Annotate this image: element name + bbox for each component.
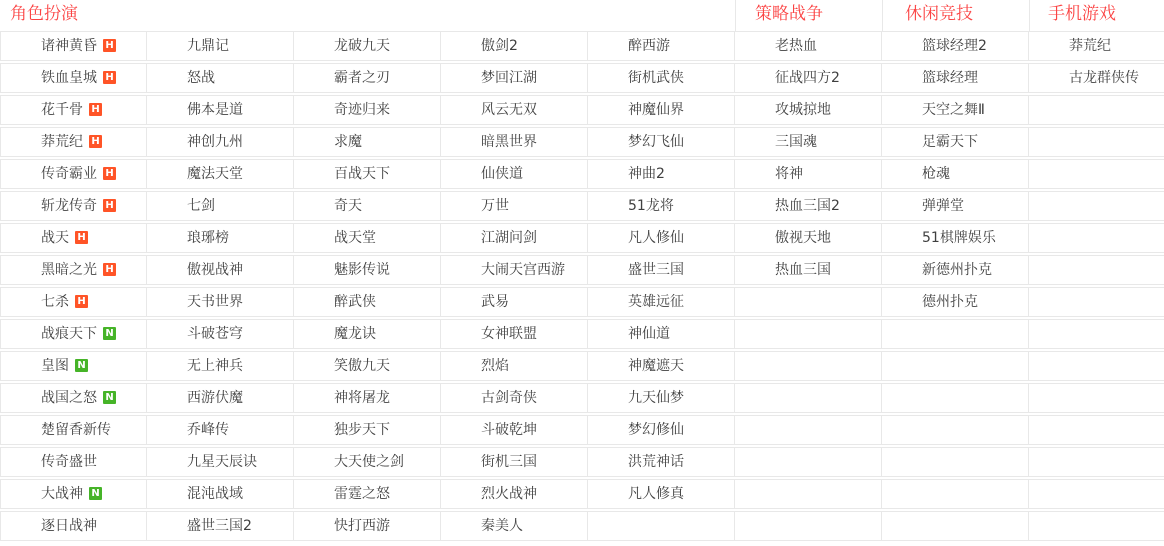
game-link[interactable]: 街机三国 — [481, 454, 537, 470]
game-link[interactable]: 天空之舞Ⅱ — [922, 102, 985, 118]
game-link[interactable]: 大天使之剑 — [334, 454, 404, 470]
game-cell — [0, 31, 147, 61]
game-link[interactable]: 笑傲九天 — [334, 358, 390, 374]
game-cell — [882, 95, 1029, 125]
game-link[interactable]: 秦美人 — [481, 518, 523, 534]
empty-cell — [1029, 351, 1164, 381]
game-cell — [735, 31, 882, 61]
new-badge: N — [89, 487, 102, 500]
game-cell — [441, 287, 588, 317]
game-cell — [441, 63, 588, 93]
game-cell — [441, 479, 588, 509]
game-link[interactable]: 快打西游 — [334, 518, 390, 534]
game-cell — [588, 95, 735, 125]
game-cell — [147, 127, 294, 157]
game-link[interactable]: 九星天辰诀 — [187, 454, 257, 470]
game-link[interactable]: 奇迹归来 — [334, 102, 390, 118]
game-link[interactable]: 皇图 — [41, 358, 69, 374]
game-cell — [294, 223, 441, 253]
game-link[interactable]: 英雄远征 — [628, 294, 684, 310]
game-link[interactable]: 武易 — [481, 294, 509, 310]
game-link[interactable]: 烈焰 — [481, 358, 509, 374]
game-link[interactable]: 战天 — [41, 230, 69, 246]
empty-cell — [1029, 415, 1164, 445]
game-link[interactable]: 街机武侠 — [628, 70, 684, 86]
game-cell — [882, 223, 1029, 253]
game-cell — [735, 191, 882, 221]
empty-cell — [735, 351, 882, 381]
game-link[interactable]: 征战四方2 — [775, 70, 840, 86]
game-cell — [588, 191, 735, 221]
game-link[interactable]: 德州扑克 — [922, 294, 978, 310]
game-cell — [294, 191, 441, 221]
game-link[interactable]: 篮球经理2 — [922, 38, 987, 54]
game-cell — [147, 223, 294, 253]
empty-cell — [735, 511, 882, 541]
game-cell — [0, 159, 147, 189]
game-link[interactable]: 怒战 — [187, 70, 215, 86]
game-cell — [441, 319, 588, 349]
game-cell — [735, 255, 882, 285]
game-link[interactable]: 莽荒纪 — [1069, 38, 1111, 54]
game-cell — [147, 255, 294, 285]
game-link[interactable]: 铁血皇城 — [41, 70, 97, 86]
game-cell — [441, 127, 588, 157]
game-link[interactable]: 奇天 — [334, 198, 362, 214]
game-link[interactable]: 傲剑2 — [481, 38, 518, 54]
game-cell — [588, 479, 735, 509]
game-cell — [1029, 31, 1164, 61]
game-cell — [147, 95, 294, 125]
game-link[interactable]: 神将屠龙 — [334, 390, 390, 406]
empty-cell — [735, 287, 882, 317]
game-cell — [588, 383, 735, 413]
game-cell — [588, 127, 735, 157]
game-cell — [294, 383, 441, 413]
game-link[interactable]: 凡人修真 — [628, 486, 684, 502]
game-cell — [294, 415, 441, 445]
game-cell — [588, 415, 735, 445]
game-link[interactable]: 魅影传说 — [334, 262, 390, 278]
game-cell — [882, 63, 1029, 93]
game-cell — [294, 63, 441, 93]
game-link[interactable]: 梦回江湖 — [481, 70, 537, 86]
game-link[interactable]: 楚留香新传 — [41, 422, 111, 438]
game-cell — [0, 415, 147, 445]
game-link[interactable]: 乔峰传 — [187, 422, 229, 438]
game-cell — [441, 351, 588, 381]
game-link[interactable]: 将神 — [775, 166, 803, 182]
game-cell — [294, 447, 441, 477]
game-cell — [1029, 63, 1164, 93]
game-link[interactable]: 热血三国 — [775, 262, 831, 278]
game-link[interactable]: 女神联盟 — [481, 326, 537, 342]
game-cell — [441, 31, 588, 61]
game-link[interactable]: 神仙道 — [628, 326, 670, 342]
empty-cell — [1029, 511, 1164, 541]
game-link[interactable]: 神魔仙界 — [628, 102, 684, 118]
game-link[interactable]: 七杀 — [41, 294, 69, 310]
game-link[interactable]: 九天仙梦 — [628, 390, 684, 406]
new-badge: N — [75, 359, 88, 372]
game-cell — [588, 31, 735, 61]
game-link[interactable]: 琅琊榜 — [187, 230, 229, 246]
game-link[interactable]: 51棋牌娱乐 — [922, 230, 996, 246]
empty-cell — [1029, 383, 1164, 413]
game-link[interactable]: 天书世界 — [187, 294, 243, 310]
game-link[interactable]: 江湖问剑 — [481, 230, 537, 246]
empty-cell — [735, 479, 882, 509]
game-link[interactable]: 求魔 — [334, 134, 362, 150]
game-cell — [294, 511, 441, 541]
game-link[interactable]: 战国之怒 — [41, 390, 97, 406]
game-cell — [294, 255, 441, 285]
game-link[interactable]: 雷霆之怒 — [334, 486, 390, 502]
game-link[interactable]: 西游伏魔 — [187, 390, 243, 406]
game-link[interactable]: 传奇盛世 — [41, 454, 97, 470]
game-cell — [882, 159, 1029, 189]
game-cell — [147, 191, 294, 221]
game-cell — [0, 479, 147, 509]
game-link[interactable]: 凡人修仙 — [628, 230, 684, 246]
game-cell — [0, 95, 147, 125]
game-link[interactable]: 仙侠道 — [481, 166, 523, 182]
game-cell — [0, 127, 147, 157]
game-link[interactable]: 诸神黄昏 — [41, 38, 97, 54]
category-title-rpg[interactable]: 角色扮演 — [10, 4, 78, 24]
empty-cell — [735, 415, 882, 445]
game-link[interactable]: 傲视战神 — [187, 262, 243, 278]
hot-badge: H — [103, 167, 116, 180]
game-cell — [588, 223, 735, 253]
empty-cell — [1029, 95, 1164, 125]
game-cell — [294, 95, 441, 125]
game-link[interactable]: 暗黑世界 — [481, 134, 537, 150]
empty-cell — [1029, 319, 1164, 349]
game-link[interactable]: 51龙将 — [628, 198, 674, 214]
category-title-casual[interactable]: 休闲竞技 — [905, 4, 973, 24]
game-link[interactable]: 魔龙诀 — [334, 326, 376, 342]
game-link[interactable]: 万世 — [481, 198, 509, 214]
game-cell — [0, 447, 147, 477]
game-cell — [0, 383, 147, 413]
category-divider — [735, 0, 736, 31]
game-link[interactable]: 大闹天宫西游 — [481, 262, 565, 278]
game-cell — [147, 383, 294, 413]
game-cell — [0, 511, 147, 541]
game-link[interactable]: 混沌战域 — [187, 486, 243, 502]
game-link[interactable]: 佛本是道 — [187, 102, 243, 118]
game-cell — [0, 63, 147, 93]
game-link[interactable]: 古剑奇侠 — [481, 390, 537, 406]
hot-badge: H — [89, 135, 102, 148]
game-cell — [588, 287, 735, 317]
game-cell — [294, 351, 441, 381]
game-link[interactable]: 攻城掠地 — [775, 102, 831, 118]
empty-cell — [735, 383, 882, 413]
new-badge: N — [103, 391, 116, 404]
game-cell — [882, 191, 1029, 221]
game-cell — [294, 31, 441, 61]
game-cell — [588, 319, 735, 349]
empty-cell — [882, 447, 1029, 477]
game-link[interactable]: 逐日战神 — [41, 518, 97, 534]
game-link[interactable]: 莽荒纪 — [41, 134, 83, 150]
game-cell — [0, 255, 147, 285]
game-cell — [147, 287, 294, 317]
game-cell — [0, 319, 147, 349]
game-cell — [294, 127, 441, 157]
game-cell — [735, 63, 882, 93]
game-cell — [147, 479, 294, 509]
empty-cell — [1029, 255, 1164, 285]
game-cell — [294, 479, 441, 509]
game-cell — [441, 159, 588, 189]
game-link[interactable]: 篮球经理 — [922, 70, 978, 86]
game-link[interactable]: 梦幻飞仙 — [628, 134, 684, 150]
game-cell — [147, 351, 294, 381]
game-link[interactable]: 花千骨 — [41, 102, 83, 118]
game-link[interactable]: 古龙群侠传 — [1069, 70, 1139, 86]
game-cell — [294, 319, 441, 349]
game-cell — [147, 415, 294, 445]
game-link[interactable]: 龙破九天 — [334, 38, 390, 54]
game-cell — [441, 95, 588, 125]
empty-cell — [588, 511, 735, 541]
game-link[interactable]: 热血三国2 — [775, 198, 840, 214]
game-cell — [147, 319, 294, 349]
game-cell — [882, 127, 1029, 157]
game-link[interactable]: 梦幻修仙 — [628, 422, 684, 438]
empty-cell — [1029, 223, 1164, 253]
hot-badge: H — [103, 199, 116, 212]
game-cell — [735, 95, 882, 125]
game-link[interactable]: 足霸天下 — [922, 134, 978, 150]
game-link[interactable]: 大战神 — [41, 486, 83, 502]
game-link[interactable]: 霸者之刃 — [334, 70, 390, 86]
game-cell — [441, 223, 588, 253]
game-link[interactable]: 醉西游 — [628, 38, 670, 54]
game-cell — [147, 511, 294, 541]
hot-badge: H — [89, 103, 102, 116]
game-cell — [0, 223, 147, 253]
game-link[interactable]: 百战天下 — [334, 166, 390, 182]
hot-badge: H — [103, 39, 116, 52]
empty-cell — [1029, 127, 1164, 157]
game-cell — [294, 159, 441, 189]
game-cell — [294, 287, 441, 317]
game-link[interactable]: 斗破乾坤 — [481, 422, 537, 438]
hot-badge: H — [103, 263, 116, 276]
game-cell — [441, 511, 588, 541]
game-cell — [882, 31, 1029, 61]
game-cell — [0, 191, 147, 221]
empty-cell — [1029, 191, 1164, 221]
game-link[interactable]: 盛世三国 — [628, 262, 684, 278]
game-cell — [588, 447, 735, 477]
game-link[interactable]: 风云无双 — [481, 102, 537, 118]
empty-cell — [882, 351, 1029, 381]
empty-cell — [1029, 287, 1164, 317]
empty-cell — [1029, 159, 1164, 189]
game-cell — [147, 31, 294, 61]
game-cell — [0, 287, 147, 317]
game-link[interactable]: 神曲2 — [628, 166, 665, 182]
game-link[interactable]: 魔法天堂 — [187, 166, 243, 182]
game-cell — [588, 351, 735, 381]
game-link[interactable]: 战痕天下 — [41, 326, 97, 342]
game-cell — [441, 383, 588, 413]
category-title-strategy[interactable]: 策略战争 — [755, 4, 823, 24]
game-cell — [441, 415, 588, 445]
game-cell — [441, 191, 588, 221]
category-header-bar — [0, 0, 1164, 31]
game-link[interactable]: 战天堂 — [334, 230, 376, 246]
empty-cell — [882, 479, 1029, 509]
game-cell — [735, 223, 882, 253]
game-link[interactable]: 醉武侠 — [334, 294, 376, 310]
game-cell — [588, 255, 735, 285]
game-link[interactable]: 斗破苍穹 — [187, 326, 243, 342]
empty-cell — [1029, 447, 1164, 477]
game-link[interactable]: 盛世三国2 — [187, 518, 252, 534]
game-cell — [441, 255, 588, 285]
game-link[interactable]: 斩龙传奇 — [41, 198, 97, 214]
empty-cell — [735, 447, 882, 477]
game-cell — [147, 63, 294, 93]
game-link[interactable]: 无上神兵 — [187, 358, 243, 374]
game-link[interactable]: 传奇霸业 — [41, 166, 97, 182]
game-link[interactable]: 烈火战神 — [481, 486, 537, 502]
game-cell — [147, 159, 294, 189]
game-cell — [882, 255, 1029, 285]
game-link[interactable]: 枪魂 — [922, 166, 950, 182]
empty-cell — [882, 319, 1029, 349]
game-link[interactable]: 弹弹堂 — [922, 198, 964, 214]
empty-cell — [882, 415, 1029, 445]
game-cell — [588, 159, 735, 189]
games-grid — [0, 31, 1164, 541]
game-link[interactable]: 黑暗之光 — [41, 262, 97, 278]
empty-cell — [882, 511, 1029, 541]
hot-badge: H — [75, 295, 88, 308]
game-link[interactable]: 三国魂 — [775, 134, 817, 150]
game-link[interactable]: 傲视天地 — [775, 230, 831, 246]
hot-badge: H — [75, 231, 88, 244]
game-link[interactable]: 神创九州 — [187, 134, 243, 150]
game-cell — [588, 63, 735, 93]
game-cell — [441, 447, 588, 477]
category-title-mobile[interactable]: 手机游戏 — [1048, 4, 1116, 24]
game-cell — [735, 127, 882, 157]
empty-cell — [1029, 479, 1164, 509]
hot-badge: H — [103, 71, 116, 84]
new-badge: N — [103, 327, 116, 340]
game-link[interactable]: 独步天下 — [334, 422, 390, 438]
game-link[interactable]: 洪荒神话 — [628, 454, 684, 470]
game-link[interactable]: 新德州扑克 — [922, 262, 992, 278]
category-divider — [1029, 0, 1030, 31]
game-cell — [735, 159, 882, 189]
game-cell — [0, 351, 147, 381]
game-cell — [882, 287, 1029, 317]
game-cell — [147, 447, 294, 477]
category-divider — [882, 0, 883, 31]
empty-cell — [735, 319, 882, 349]
game-link[interactable]: 神魔遮天 — [628, 358, 684, 374]
game-link[interactable]: 老热血 — [775, 38, 817, 54]
empty-cell — [882, 383, 1029, 413]
game-link[interactable]: 七剑 — [187, 198, 215, 214]
game-link[interactable]: 九鼎记 — [187, 38, 229, 54]
